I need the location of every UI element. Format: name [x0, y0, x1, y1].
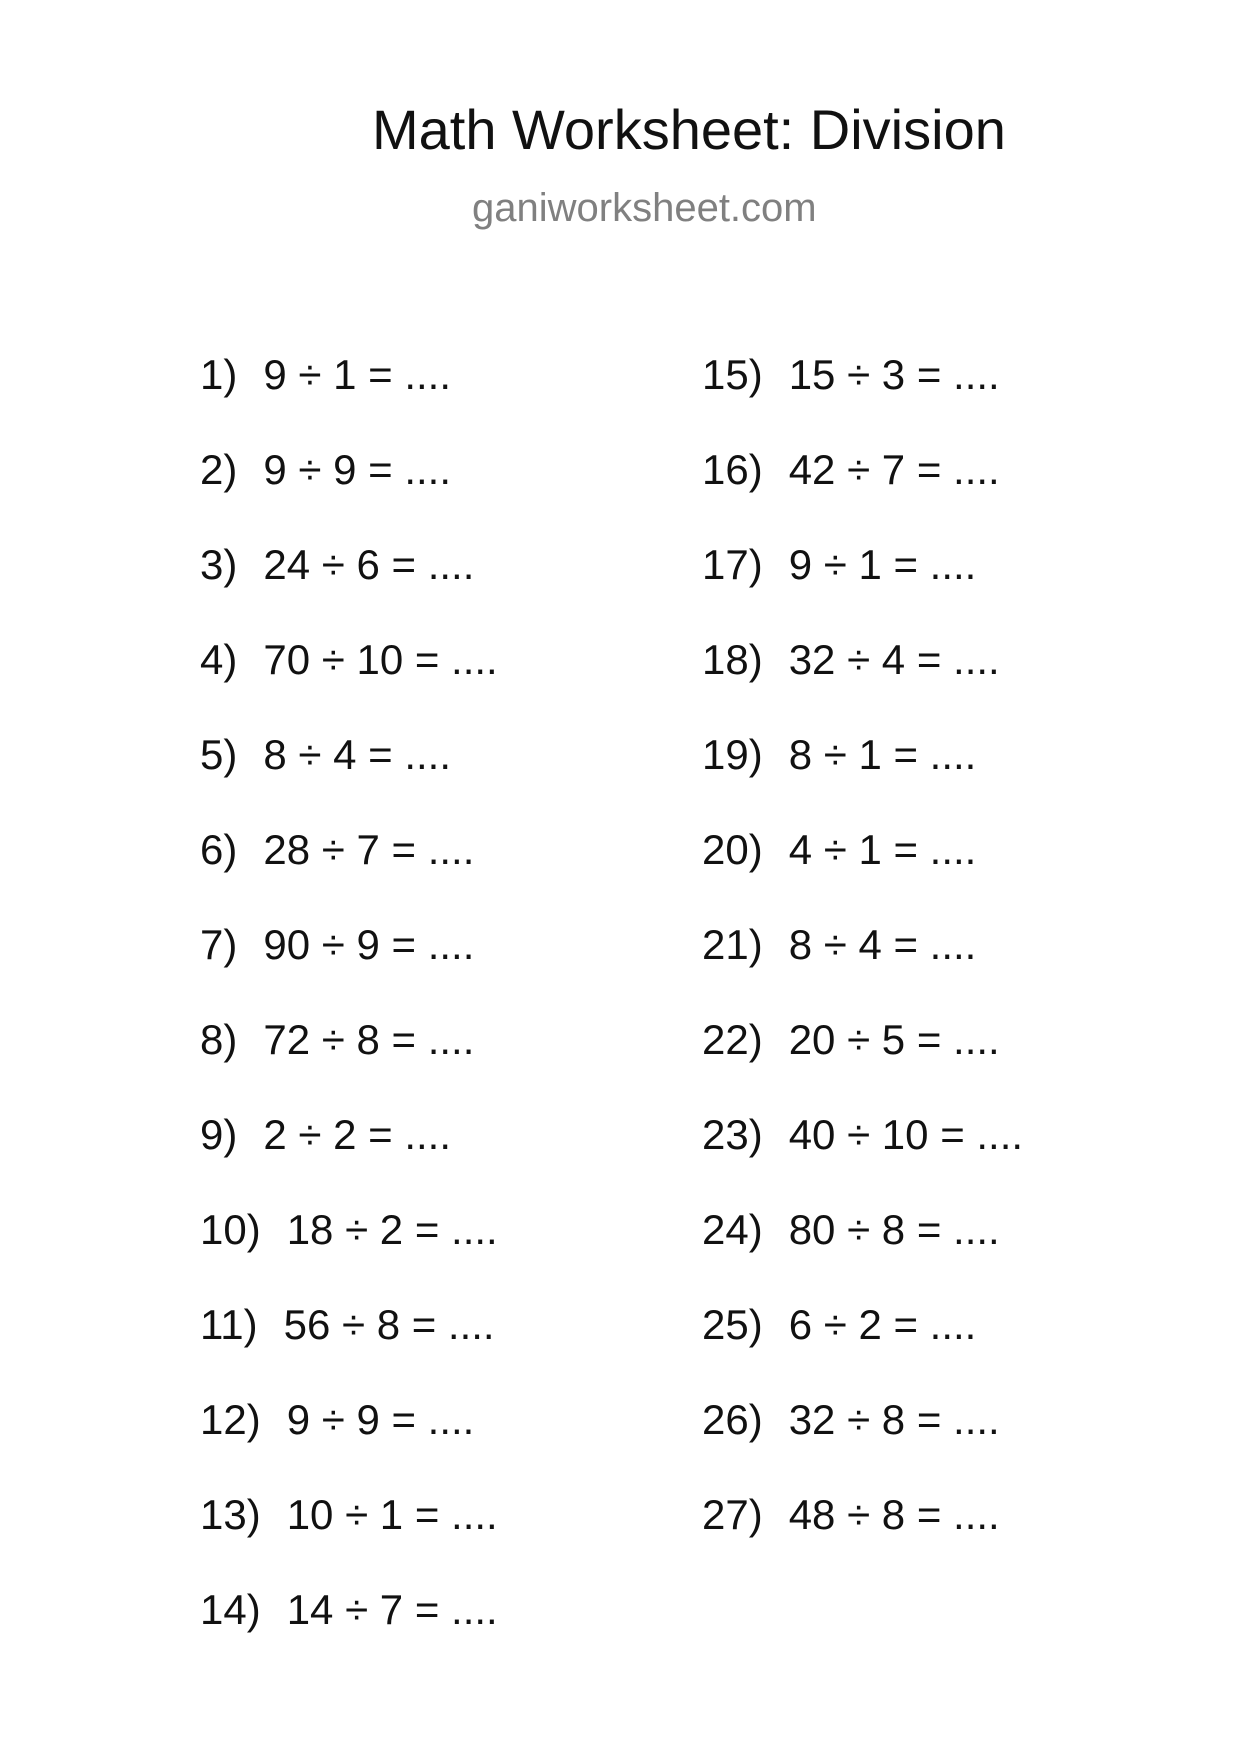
- problem-expression: 18 ÷ 2 = ....: [286, 1206, 498, 1253]
- problem-number: 10): [200, 1206, 261, 1253]
- problem-number: 17): [702, 541, 763, 588]
- problem-number: 23): [702, 1111, 763, 1158]
- problem-item: [702, 540, 1222, 635]
- problem-item: [702, 1205, 1222, 1300]
- problem-expression: 90 ÷ 9 = ....: [263, 921, 475, 968]
- problem-expression: 14 ÷ 7 = ....: [286, 1586, 498, 1633]
- problem-number: 3): [200, 541, 238, 588]
- problem-expression: 72 ÷ 8 = ....: [263, 1016, 475, 1063]
- problem-number: 20): [702, 826, 763, 873]
- problem-number: 19): [702, 731, 763, 778]
- problem-item: [702, 1300, 1222, 1395]
- problem-expression: 20 ÷ 5 = ....: [788, 1016, 1000, 1063]
- problem-item: [702, 1015, 1222, 1110]
- problem-number: 13): [200, 1491, 261, 1538]
- problem-number: 1): [200, 351, 238, 398]
- problem-number: 14): [200, 1586, 261, 1633]
- problem-expression: 2 ÷ 2 = ....: [263, 1111, 452, 1158]
- problem-number: 9): [200, 1111, 238, 1158]
- problem-item: [702, 1110, 1222, 1205]
- problem-item: [200, 825, 720, 920]
- problem-expression: 9 ÷ 1 = ....: [788, 541, 977, 588]
- problem-number: 11): [200, 1301, 258, 1348]
- problem-item: [200, 730, 720, 825]
- problem-number: 6): [200, 826, 238, 873]
- problem-item: [200, 445, 720, 540]
- problem-item: [702, 825, 1222, 920]
- problem-item: [200, 1110, 720, 1205]
- problem-item: [200, 350, 720, 445]
- problem-item: [200, 920, 720, 1015]
- problem-expression: 8 ÷ 4 = ....: [788, 921, 977, 968]
- problem-item: [702, 920, 1222, 1015]
- problem-expression: 9 ÷ 1 = ....: [263, 351, 452, 398]
- problem-number: 12): [200, 1396, 261, 1443]
- problem-expression: 28 ÷ 7 = ....: [263, 826, 475, 873]
- problem-expression: 56 ÷ 8 = ....: [283, 1301, 495, 1348]
- problem-expression: 10 ÷ 1 = ....: [286, 1491, 498, 1538]
- problem-item: [200, 540, 720, 635]
- problem-number: 18): [702, 636, 763, 683]
- problem-number: 16): [702, 446, 763, 493]
- problem-number: 15): [702, 351, 763, 398]
- worksheet-header: [0, 0, 1240, 260]
- problem-item: [702, 1395, 1222, 1490]
- problem-expression: 4 ÷ 1 = ....: [788, 826, 977, 873]
- problem-number: 24): [702, 1206, 763, 1253]
- problem-column-left: [200, 350, 720, 1680]
- problem-expression: 15 ÷ 3 = ....: [788, 351, 1000, 398]
- problem-number: 8): [200, 1016, 238, 1063]
- problem-expression: 8 ÷ 4 = ....: [263, 731, 452, 778]
- problem-expression: 80 ÷ 8 = ....: [788, 1206, 1000, 1253]
- problem-item: [200, 635, 720, 730]
- site-subtitle: ganiworksheet.com: [472, 186, 817, 230]
- problem-expression: 40 ÷ 10 = ....: [788, 1111, 1024, 1158]
- problem-item: [200, 1015, 720, 1110]
- problem-number: 21): [702, 921, 763, 968]
- problem-expression: 48 ÷ 8 = ....: [788, 1491, 1000, 1538]
- problem-number: 22): [702, 1016, 763, 1063]
- problem-item: [702, 1490, 1222, 1585]
- problem-item: [200, 1300, 720, 1395]
- problem-item: [702, 635, 1222, 730]
- problem-expression: 32 ÷ 4 = ....: [788, 636, 1000, 683]
- problem-expression: 70 ÷ 10 = ....: [263, 636, 498, 683]
- problem-item: [702, 730, 1222, 825]
- problem-item: [200, 1205, 720, 1300]
- problem-expression: 24 ÷ 6 = ....: [263, 541, 475, 588]
- problem-number: 5): [200, 731, 238, 778]
- problem-expression: 42 ÷ 7 = ....: [788, 446, 1000, 493]
- problem-expression: 9 ÷ 9 = ....: [286, 1396, 475, 1443]
- page-title: Math Worksheet: Division: [372, 98, 1006, 161]
- problem-column-right: [702, 350, 1222, 1585]
- problem-number: 7): [200, 921, 238, 968]
- problem-expression: 32 ÷ 8 = ....: [788, 1396, 1000, 1443]
- problem-number: 2): [200, 446, 238, 493]
- problem-item: [200, 1490, 720, 1585]
- problem-number: 4): [200, 636, 238, 683]
- problem-item: [200, 1395, 720, 1490]
- problem-number: 27): [702, 1491, 763, 1538]
- problem-number: 26): [702, 1396, 763, 1443]
- problem-expression: 9 ÷ 9 = ....: [263, 446, 452, 493]
- problem-number: 25): [702, 1301, 763, 1348]
- problem-item: [702, 350, 1222, 445]
- problem-expression: 8 ÷ 1 = ....: [788, 731, 977, 778]
- problem-item: [702, 445, 1222, 540]
- problem-expression: 6 ÷ 2 = ....: [788, 1301, 977, 1348]
- problem-item: [200, 1585, 720, 1680]
